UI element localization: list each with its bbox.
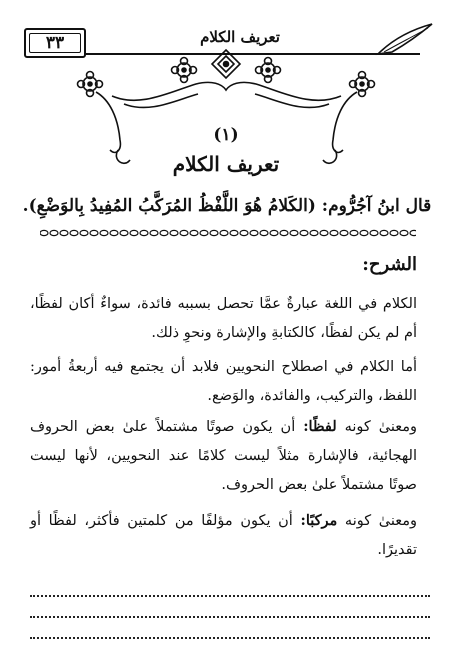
divider-link — [60, 230, 68, 235]
divider-link — [70, 230, 78, 235]
chapter-number: (١) — [213, 125, 239, 145]
paragraph-1-text: الكلام في اللغة عبارةٌ عمَّا تحصل بسببه فائدة، سواءٌ أكان لفظًا، أم لم يكن لفظًا، كالكتابةِ والإشارة ونحوِ ذلك. — [30, 296, 417, 341]
chapter-title: تعريف الكلام — [172, 152, 280, 176]
divider-link — [230, 230, 238, 235]
paragraph-4-body: أن يكون مؤلفًا من كلمتين فأكثر، لفظًا أو تقديرًا. — [30, 513, 417, 558]
running-title: تعريف الكلام — [200, 28, 280, 46]
divider-link — [390, 230, 398, 235]
divider-link — [200, 230, 208, 235]
divider-link — [330, 230, 338, 235]
paragraph-3 — [30, 412, 417, 500]
divider-link — [400, 230, 408, 235]
sharh-heading: الشرح: — [362, 254, 417, 275]
paragraph-4 — [30, 506, 417, 565]
paragraph-4-text — [30, 506, 417, 565]
page-number-text: ٣٣ — [45, 33, 65, 53]
divider-link — [350, 230, 358, 235]
divider-link — [180, 230, 188, 235]
divider-link — [300, 230, 308, 235]
divider-link — [260, 230, 268, 235]
divider-link — [140, 230, 148, 235]
divider-link — [120, 230, 128, 235]
divider-link — [380, 230, 388, 235]
divider-link — [100, 230, 108, 235]
divider-link — [50, 230, 58, 235]
divider-link — [360, 230, 368, 235]
divider-link — [80, 230, 88, 235]
divider-link — [250, 230, 258, 235]
divider-link — [190, 230, 198, 235]
divider-link — [150, 230, 158, 235]
paragraph-4-term: مركبًا: — [300, 512, 338, 529]
divider-link — [270, 230, 278, 235]
divider-link — [210, 230, 218, 235]
decorative-divider — [40, 229, 416, 237]
divider-link — [370, 230, 378, 235]
divider-link — [240, 230, 248, 235]
paragraph-2-text: أما الكلام في اصطلاح النحويين فلابد أن يجتمع فيه أربعةُ أمور: اللفظ، والتركيب، والفائدة، والوَضع. — [30, 359, 417, 404]
divider-link — [220, 230, 228, 235]
author-quote: قال ابنُ آجُرُّوم: (الكَلامُ هُوَ اللَّفْظُ المُرَكَّبُ المُفِيدُ بِالوَضْعِ). — [22, 196, 432, 216]
divider-link — [310, 230, 318, 235]
paragraph-2 — [30, 353, 417, 411]
paragraph-3-text — [30, 412, 417, 500]
note-line[interactable] — [30, 576, 430, 597]
paragraph-3-term: لفظًا: — [303, 418, 337, 435]
divider-link — [160, 230, 168, 235]
note-line[interactable] — [30, 597, 430, 618]
divider-link — [130, 230, 138, 235]
paragraph-3-lead: ومعنىٰ كونه — [336, 419, 417, 435]
divider-link — [340, 230, 348, 235]
paragraph-3-body: أن يكون صوتًا مشتملاً علىٰ بعض الحروف الهجائية، فالإشارة مثلاً ليست كلامًا عند النحويين، لأنها ليست صوتًا مشتملاً علىٰ بعض الحروف. — [30, 419, 417, 493]
divider-link — [40, 230, 48, 235]
notes-lines — [30, 576, 430, 639]
divider-link — [110, 230, 118, 235]
divider-link — [410, 230, 416, 235]
paragraph-1 — [30, 290, 417, 348]
divider-link — [280, 230, 288, 235]
divider-link — [170, 230, 178, 235]
note-line[interactable] — [30, 618, 430, 639]
divider-link — [320, 230, 328, 235]
divider-link — [90, 230, 98, 235]
paragraph-4-lead: ومعنىٰ كونه — [337, 513, 417, 529]
divider-link — [290, 230, 298, 235]
